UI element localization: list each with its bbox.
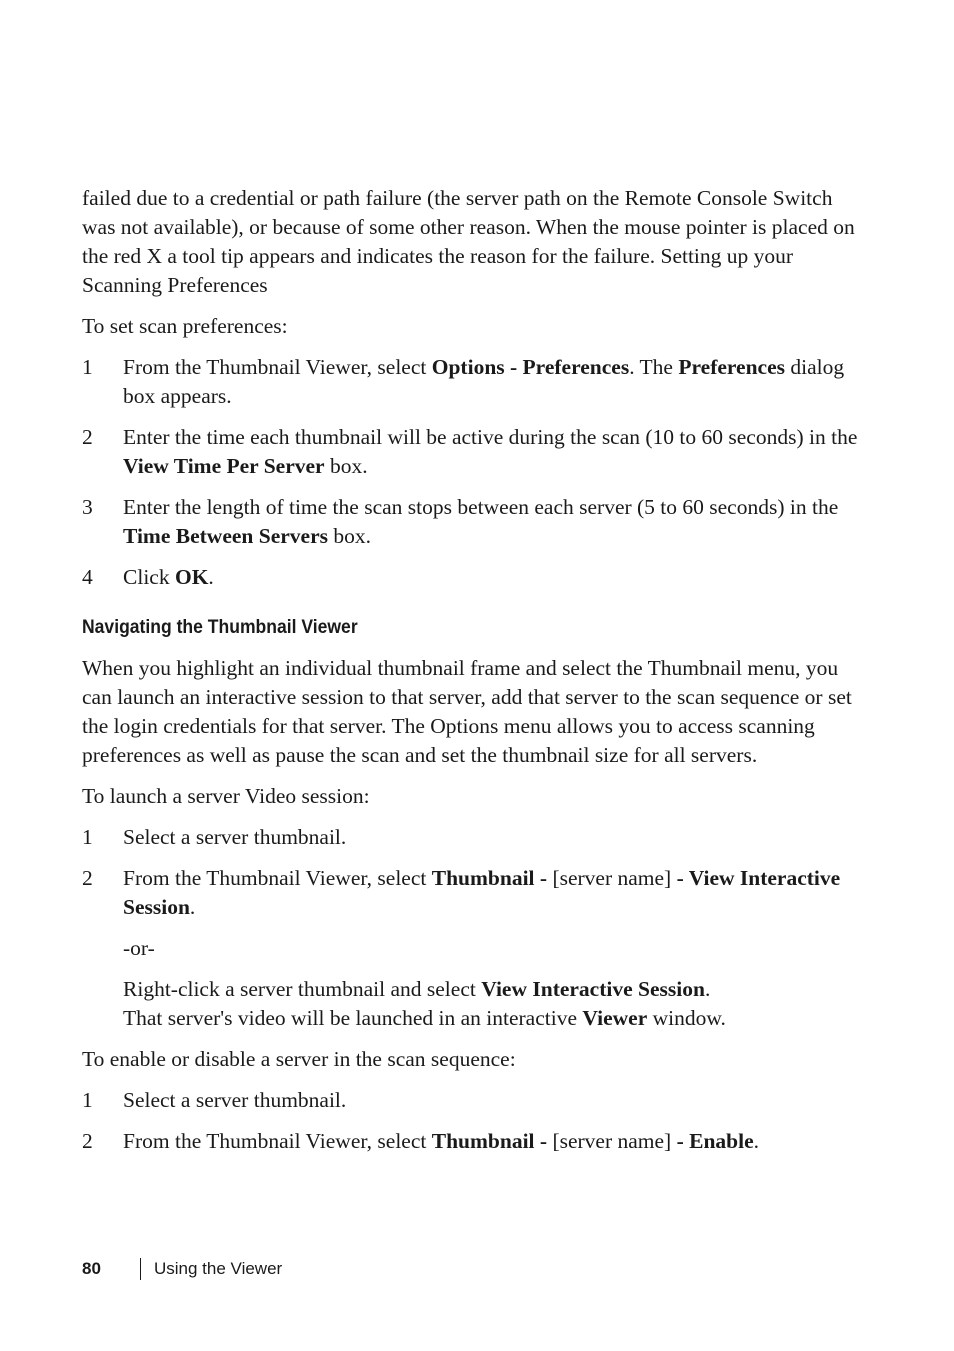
launch-step-2: 2 From the Thumbnail Viewer, select Thumbnail - [server name] - View Interactive Session.: [82, 866, 841, 919]
view-time-per-server-label: View Time Per Server: [123, 454, 325, 478]
scan-step-4: 4 Click OK.: [82, 563, 862, 592]
time-between-servers-label: Time Between Servers: [123, 524, 328, 548]
step-number: 3: [82, 495, 93, 519]
scan-preferences-lead: To set scan preferences:: [82, 314, 288, 338]
step-number: 1: [82, 1088, 93, 1112]
menu-path-options-preferences: Options - Preferences: [431, 355, 630, 379]
page-footer: [82, 1258, 282, 1280]
section-heading: Navigating the Thumbnail Viewer: [82, 616, 358, 638]
step-number: 1: [82, 825, 93, 849]
launch-session-lead: To launch a server Video session:: [82, 784, 370, 808]
step-number: 1: [82, 355, 93, 379]
scan-step-2: 2 Enter the time each thumbnail will be active during the scan (10 to 60 seconds) in the View Time Per Server box.: [82, 425, 858, 478]
scan-step-3: 3 Enter the length of time the scan stops between each server (5 to 60 seconds) in the Time Between Servers box.: [82, 495, 839, 548]
launch-alternative: Right-click a server thumbnail and select View Interactive Session. That server's video will be launched in an interactive Viewer window.: [123, 977, 726, 1030]
preferences-dialog-name: Preferences: [678, 355, 785, 379]
enable-step-1: 1 Select a server thumbnail.: [82, 1086, 862, 1115]
step-number: 4: [82, 565, 93, 589]
scan-step-1: 1 From the Thumbnail Viewer, select Options - Preferences. The Preferences dialog box appears.: [82, 355, 845, 408]
section-paragraph: When you highlight an individual thumbnail frame and select the Thumbnail menu, you can launch an interactive session to that server, add that server to the scan sequence or set the login credentials for that server. The Options menu allows you to access scanning preferences as well as pause the scan and set the thumbnail size for all servers.: [82, 656, 852, 767]
chapter-title: Using the Viewer: [154, 1259, 283, 1278]
footer-divider: [140, 1258, 141, 1280]
intro-paragraph: failed due to a credential or path failure (the server path on the Remote Console Switch was not available), or because of some other reason. When the mouse pointer is placed on the red X a tool tip appears and indicates the reason for the failure. Setting up your Scanning Preferences: [82, 186, 855, 297]
view-interactive-session-label: View Interactive Session: [481, 977, 705, 1001]
enable-step-2: 2 From the Thumbnail Viewer, select Thumbnail - [server name] - Enable.: [82, 1127, 862, 1156]
server-name-placeholder: [server name]: [552, 1129, 672, 1153]
enable-disable-lead: To enable or disable a server in the scan sequence:: [82, 1047, 516, 1071]
step-number: 2: [82, 866, 93, 890]
page-number: 80: [82, 1259, 101, 1278]
page-body: [82, 184, 862, 1168]
step-number: 2: [82, 1129, 93, 1153]
step-number: 2: [82, 425, 93, 449]
viewer-label: Viewer: [582, 1006, 648, 1030]
server-name-placeholder: [server name]: [552, 866, 672, 890]
or-separator: -or-: [123, 936, 155, 960]
launch-step-1: 1 Select a server thumbnail.: [82, 823, 862, 852]
ok-label: OK: [174, 565, 209, 589]
